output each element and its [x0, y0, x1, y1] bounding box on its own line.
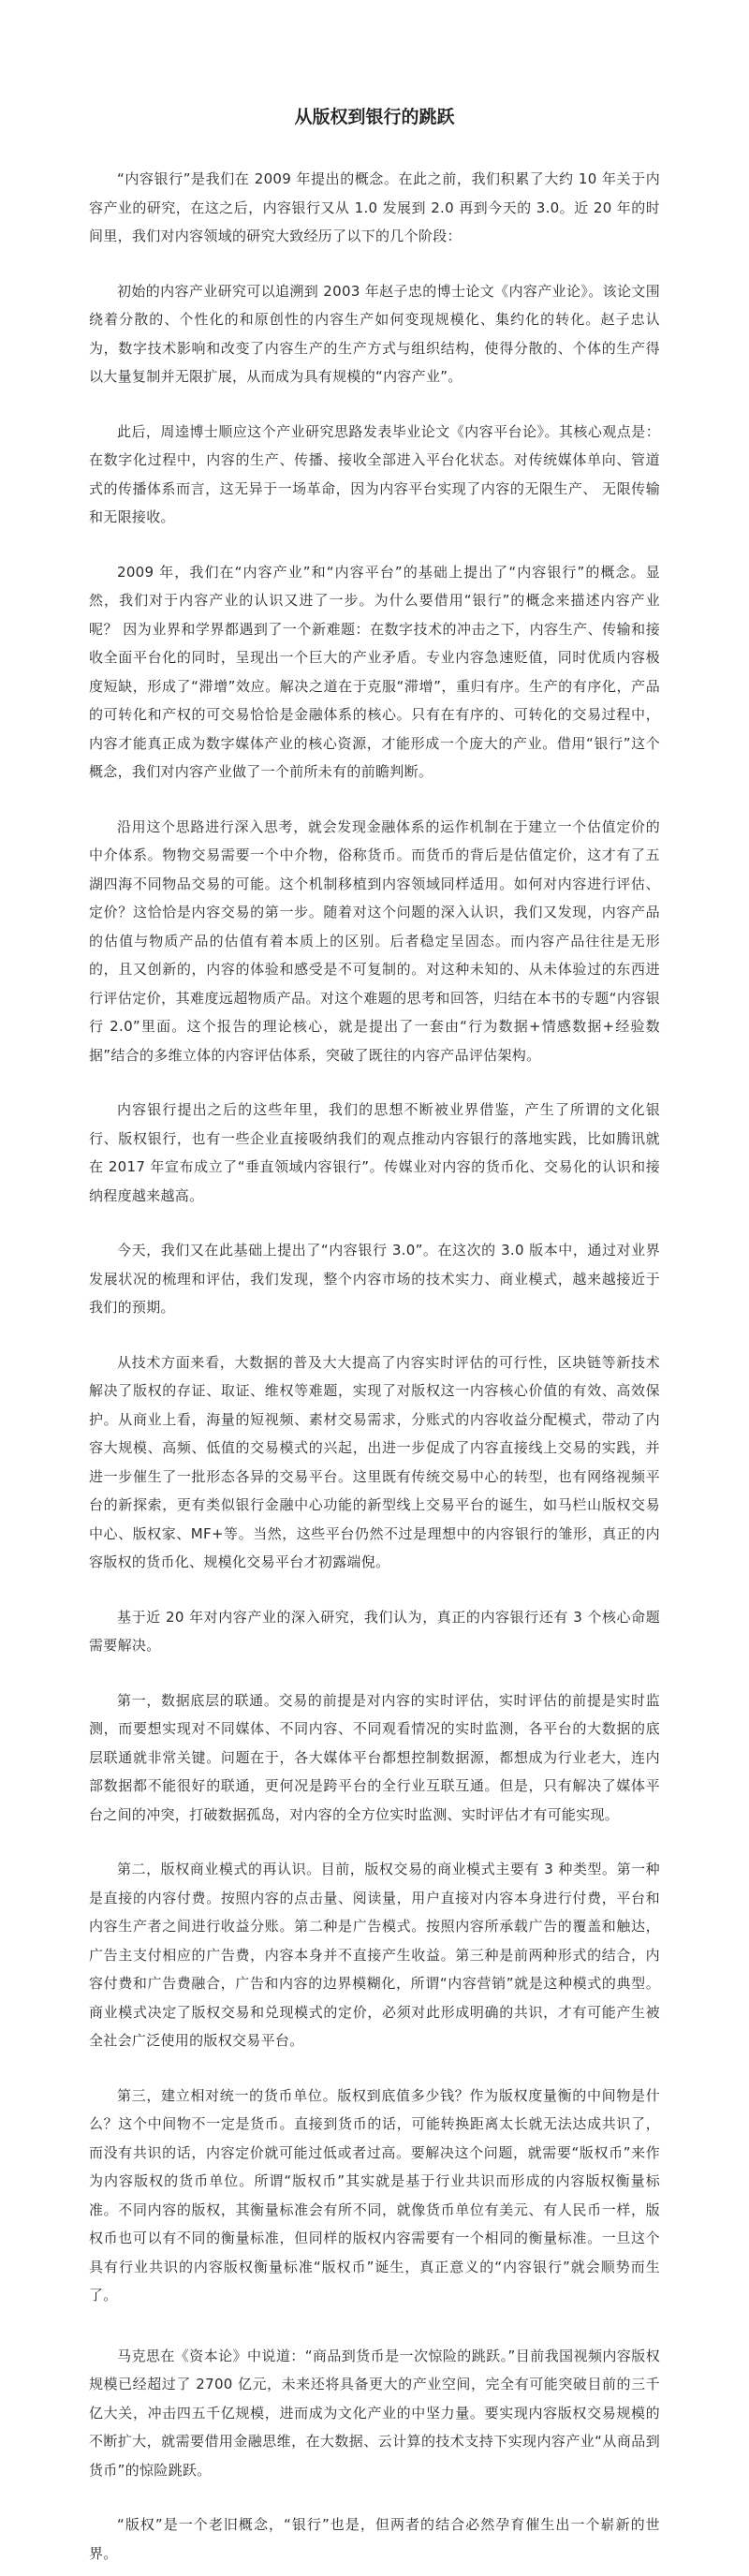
- paragraph-technology-business: 从技术方面来看，大数据的普及大大提高了内容实时评估的可行性，区块链等新技术解决了版权的存证、取证、维权等难题，实现了对版权这一内容核心价值的有效、高效保护。从商业上看，海量的短视频、素材交易需求，分账式的内容收益分配模式，带动了内容大规模、高频、低值的交易模式的兴起，出进一步促成了内容直接线上交易的实践，并进一步催生了一批形态各异的交易平台。这里既有传统交易中心的转型，也有网络视频平台的新探索，更有类似银行金融中心功能的新型线上交易平台的诞生，如马栏山版权交易中心、版权家、MF+等。当然，这些平台仍然不过是理想中的内容银行的雏形，真正的内容版权的货币化、规模化交易平台才初露端倪。: [89, 1353, 660, 1570]
- article-title: 从版权到银行的跳跃: [294, 107, 455, 127]
- paragraph-currency-unit: 第三，建立相对统一的货币单位。版权到底值多少钱？作为版权度量衡的中间物是什么？这个中间物不一定是货币。直接到货币的话，可能转换距离太长就无法达成共识了，而没有共识的话，内容定价就可能过低或者过高。要解决这个问题，就需要“版权币”来作为内容版权的货币单位。所谓“版权币”其实就是基于行业共识而形成的内容版权衡量标准。不同内容的版权，其衡量标准会有所不同，就像货币单位有美元、有人民币一样，版权币也可以有不同的衡量标准，但同样的版权内容需要有一个相同的衡量标准。一旦这个具有行业共识的内容版权衡量标准“版权币”诞生，真正意义的“内容银行”就会顺势而生了。: [89, 2086, 660, 2304]
- paragraph-three-propositions: 基于近 20 年对内容产业的深入研究，我们认为，真正的内容银行还有 3 个核心命题需要解决。: [89, 1608, 660, 1654]
- paragraph-conclusion: “版权”是一个老旧概念，“银行”也是，但两者的结合必然孕育催生出一个崭新的世界。: [89, 2516, 660, 2562]
- paragraph-valuation-system: 沿用这个思路进行深入思考，就会发现金融体系的运作机制在于建立一个估值定价的中介体系。物物交易需要一个中介物，俗称货币。而货币的背后是估值定价，这才有了五湖四海不同物品交易的可能。这个机制移植到内容领域同样适用。如何对内容进行评估、定价？这恰恰是内容交易的第一步。随着对这个问题的深入认识，我们又发现，内容产品的估值与物质产品的估值有着本质上的区别。后者稳定呈固态。而内容产品往往是无形的，且又创新的，内容的体验和感受是不可复制的。对这种未知的、从未体验过的东西进行评估定价，其难度远超物质产品。对这个难题的思考和回答，归结在本书的专题“内容银行 2.0”里面。这个报告的理论核心，就是提出了一套由“行为数据+情感数据+经验数据”结合的多维立体的内容评估体系，突破了既往的内容产品评估架构。: [89, 817, 660, 1064]
- paragraph-marx-quote: 马克思在《资本论》中说道：“商品到货币是一次惊险的跳跃。”目前我国视频内容版权规模已经超过了 2700 亿元，未来还将具备更大的产业空间，完全有可能突破目前的三千亿大关，冲击四五千亿规模，进而成为文化产业的中坚力量。要实现内容版权交易规模的不断扩大，就需要借用金融思维，在大数据、云计算的技术支持下实现内容产业“从商品到货币”的惊险跳跃。: [89, 2347, 660, 2479]
- article-body: [89, 165, 660, 2568]
- paragraph-content-platform: 此后，周逵博士顺应这个产业研究思路发表毕业论文《内容平台论》。其核心观点是：在数字化过程中，内容的生产、传播、接收全部进入平台化状态。对传统媒体单向、管道式的传播体系而言，这无异于一场革命，因为内容平台实现了内容的无限生产、 无限传输和无限接收。: [89, 422, 660, 525]
- paragraph-content-bank-concept: 2009 年，我们在“内容产业”和“内容平台”的基础上提出了“内容银行”的概念。显然，我们对于内容产业的认识又进了一步。为什么要借用“银行”的概念来描述内容产业呢？ 因为业界和学界都遇到了一个新难题：在数字技术的冲击之下，内容生产、传输和接收全面平台化的同时，呈现出一个巨大的产业矛盾。专业内容急速贬值，同时优质内容极度短缺，形成了“滞增”效应。解决之道在于克服“滞增”，重归有序。生产的有序化，产品的可转化和产权的可交易恰恰是金融体系的核心。只有在有序的、可转化的交易过程中，内容才能真正成为数字媒体产业的核心资源，才能形成一个庞大的产业。借用“银行”这个概念，我们对内容产业做了一个前所未有的前瞻判断。: [89, 563, 660, 780]
- paragraph-industry-adoption: 内容银行提出之后的这些年里，我们的思想不断被业界借鉴，产生了所谓的文化银行、版权银行，也有一些企业直接吸纳我们的观点推动内容银行的落地实践，比如腾讯就在 2017 年宣布成立了“垂直领域内容银行”。传媒业对内容的货币化、交易化的认识和接纳程度越来越高。: [89, 1101, 660, 1204]
- paragraph-business-models: 第二，版权商业模式的再认识。目前，版权交易的商业模式主要有 3 种类型。第一种是直接的内容付费。按照内容的点击量、阅读量，用户直接对内容本身进行付费，平台和内容生产者之间进行收益分账。第二种是广告模式。按照内容所承载广告的覆盖和触达，广告主支付相应的广告费，内容本身并不直接产生收益。第三种是前两种形式的结合，内容付费和广告费融合，广告和内容的边界模糊化，所谓“内容营销”就是这种模式的典型。商业模式决定了版权交易和兑现模式的定价，必须对此形成明确的共识，才有可能产生被全社会广泛使用的版权交易平台。: [89, 1861, 660, 2049]
- paragraph-intro: “内容银行”是我们在 2009 年提出的概念。在此之前，我们积累了大约 10 年关于内容产业的研究，在这之后，内容银行又从 1.0 发展到 2.0 再到今天的 3.0。近 20 年的时间里，我们对内容领域的研究大致经历了以下的几个阶段：: [89, 170, 660, 244]
- paragraph-data-connectivity: 第一，数据底层的联通。交易的前提是对内容的实时评估，实时评估的前提是实时监测，而要想实现对不同媒体、不同内容、不同观看情况的实时监测，各平台的大数据的底层联通就非常关键。问题在于，各大媒体平台都想控制数据源，都想成为行业老大，连内部数据都不能很好的联通，更何况是跨平台的全行业互联互通。但是，只有解决了媒体平台之间的冲突，打破数据孤岛，对内容的全方位实时监测、实时评估才有可能实现。: [89, 1691, 660, 1823]
- paragraph-content-bank-3: 今天，我们又在此基础上提出了“内容银行 3.0”。在这次的 3.0 版本中，通过对业界发展状况的梳理和评估，我们发现，整个内容市场的技术实力、商业模式，越来越接近于我们的预期。: [89, 1242, 660, 1316]
- paragraph-content-industry: 初始的内容产业研究可以追溯到 2003 年赵子忠的博士论文《内容产业论》。该论文围绕着分散的、个性化的和原创性的内容生产如何变现规模化、集约化的转化。赵子忠认为，数字技术影响和改变了内容生产的生产方式与组织结构，使得分散的、个体的生产得以大量复制并无限扩展，从而成为具有规模的“内容产业”。: [89, 282, 660, 385]
